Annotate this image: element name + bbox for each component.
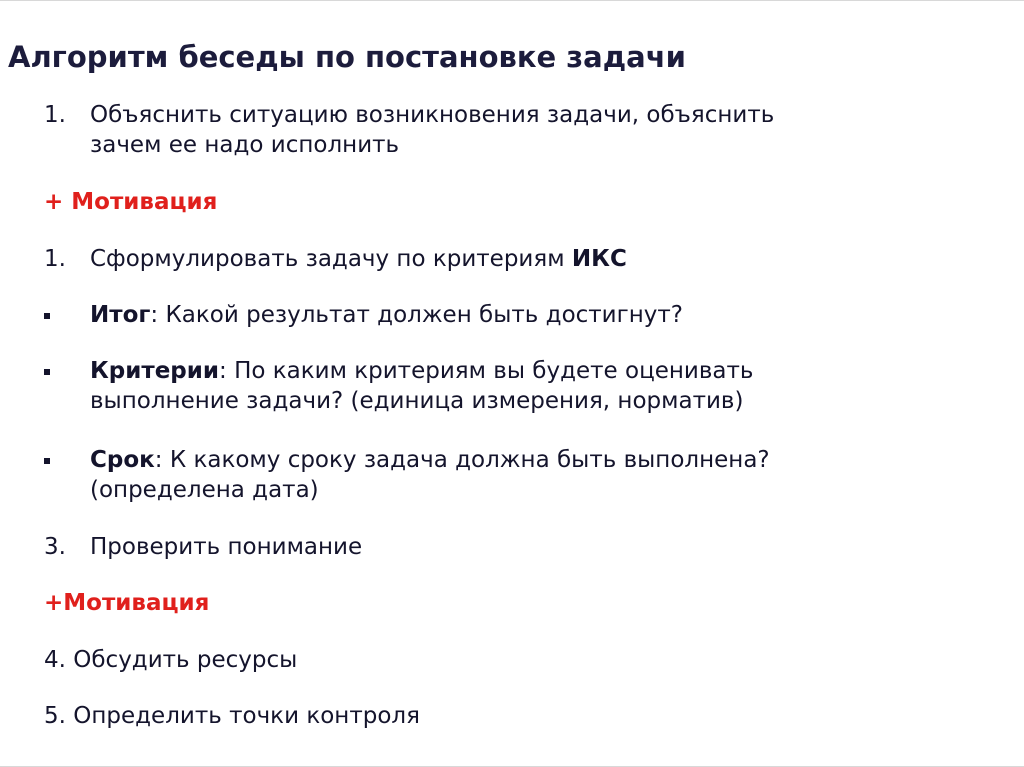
bullet-srok-line-1 <box>90 445 770 475</box>
srok-question: : К какому сроку задача должна быть выполнена? <box>154 447 770 473</box>
criteria-term: Критерии <box>90 358 220 384</box>
bullet-srok-line-2: (определена дата) <box>90 477 319 503</box>
bullet-criteria <box>44 356 944 416</box>
step-3-item <box>44 532 944 562</box>
slide-title: Алгоритм беседы по постановке задачи <box>8 40 686 74</box>
bullet-criteria-line-1 <box>90 356 753 386</box>
step-1-item <box>44 100 944 160</box>
step-3-number: 3. <box>44 534 66 560</box>
step-3-text: Проверить понимание <box>90 534 363 560</box>
step-1-line-1: Объяснить ситуацию возникновения задачи, объяснить <box>90 102 775 128</box>
bullet-itog-text <box>90 300 683 330</box>
itog-term: Итог <box>90 302 151 328</box>
motivation-note-2: +Мотивация <box>44 590 210 616</box>
itog-question: : Какой результат должен быть достигнут? <box>150 302 683 328</box>
step-4-item: 4. Обсудить ресурсы <box>44 647 298 673</box>
step-2-number: 1. <box>44 246 66 272</box>
square-bullet-icon <box>44 458 50 464</box>
step-2-item <box>44 244 944 274</box>
motivation-note-1: + Мотивация <box>44 189 218 215</box>
square-bullet-icon <box>44 369 50 375</box>
top-border <box>0 0 1024 1</box>
bullet-criteria-line-2: выполнение задачи? (единица измерения, норматив) <box>90 388 744 414</box>
step-1-number: 1. <box>44 102 66 128</box>
iks-keyword: ИКС <box>571 246 627 272</box>
step-2-text <box>90 244 627 274</box>
criteria-question: : По каким критериям вы будете оценивать <box>219 358 754 384</box>
srok-term: Срок <box>90 447 155 473</box>
square-bullet-icon <box>44 313 50 319</box>
step-1-line-2: зачем ее надо исполнить <box>90 132 400 158</box>
step-2-label: Сформулировать задачу по критериям <box>90 246 572 272</box>
bullet-srok <box>44 445 944 505</box>
bullet-itog <box>44 300 944 330</box>
step-5-item: 5. Определить точки контроля <box>44 703 420 729</box>
